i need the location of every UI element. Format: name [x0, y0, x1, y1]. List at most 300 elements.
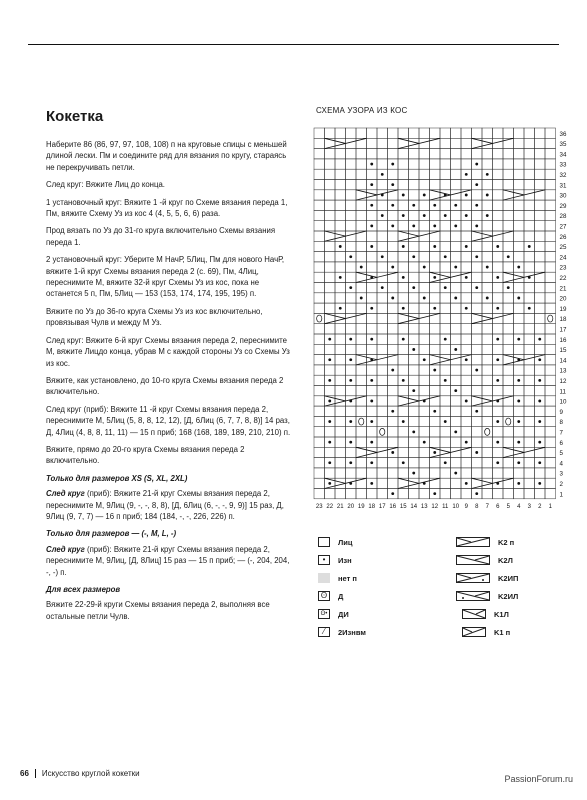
chart-cell: [314, 355, 325, 365]
purl-dot: [454, 430, 457, 433]
chart-cell: [325, 262, 336, 272]
purl-dot: [496, 420, 499, 423]
chart-cell: [325, 489, 336, 499]
chart-cell: [503, 210, 514, 220]
purl-dot: [475, 204, 478, 207]
purl-dot: [454, 389, 457, 392]
purl-dot: [465, 214, 468, 217]
chart-cell: [524, 365, 535, 375]
chart-cell: [514, 149, 525, 159]
chart-cell: [398, 262, 409, 272]
chart-cell: [314, 200, 325, 210]
chart-cell: [314, 447, 325, 457]
chart-cell: [419, 272, 430, 282]
chart-cell: [451, 303, 462, 313]
chart-cell: [451, 231, 462, 241]
chart-cell: [346, 344, 357, 354]
column-label: 18: [368, 503, 376, 510]
chart-cell: [346, 262, 357, 272]
purl-dot: [381, 255, 384, 258]
row-label: 13: [559, 367, 567, 375]
chart-cell: [524, 128, 535, 138]
chart-cell: [314, 190, 325, 200]
chart-cell: [314, 489, 325, 499]
page-footer: [20, 769, 140, 778]
chart-cell: [461, 375, 472, 385]
chart-cell: [314, 437, 325, 447]
purl-dot: [538, 400, 541, 403]
chart-cell: [545, 416, 556, 426]
purl-dot: [454, 472, 457, 475]
purl-dot: [538, 441, 541, 444]
chart-cell: [314, 180, 325, 190]
purl-dot: [349, 441, 352, 444]
chart-cell: [346, 210, 357, 220]
purl-dot: [339, 276, 342, 279]
paragraph: [46, 488, 296, 522]
chart-cell: [524, 149, 535, 159]
column-label: 10: [452, 503, 460, 510]
chart-cell: [367, 386, 378, 396]
column-label: 13: [420, 503, 428, 510]
chart-cell: [482, 283, 493, 293]
purl-dot: [391, 224, 394, 227]
chart-cell: [545, 231, 556, 241]
paragraph: Вяжите, как установлено, до 10-го круга Схемы вязания переда 2 включительно.: [46, 375, 284, 397]
purl-dot: [391, 410, 394, 413]
purl-dot: [391, 492, 394, 495]
chart-cell: [503, 293, 514, 303]
chart-cell: [346, 180, 357, 190]
chart-cell: [503, 159, 514, 169]
increase-mark: [359, 418, 364, 425]
purl-dot: [370, 183, 373, 186]
chart-cell: [545, 252, 556, 262]
chart-cell: [545, 468, 556, 478]
purl-dot: [412, 204, 415, 207]
legend-item-c1r: [462, 626, 510, 638]
chart-cell: [314, 262, 325, 272]
chart-cell: [503, 169, 514, 179]
chart-cell: [377, 262, 388, 272]
column-label: 7: [485, 503, 489, 510]
chart-cell: [398, 365, 409, 375]
chart-cell: [356, 427, 367, 437]
chart-cell: [461, 200, 472, 210]
chart-cell: [493, 169, 504, 179]
column-label: 5: [506, 503, 510, 510]
chart-cell: [356, 458, 367, 468]
chart-cell: [493, 489, 504, 499]
chart-cell: [440, 468, 451, 478]
chart-cell: [430, 344, 441, 354]
chart-cell: [514, 386, 525, 396]
chart-cell: [461, 149, 472, 159]
purl-dot: [423, 297, 426, 300]
cable-left-icon: [456, 555, 490, 565]
chart-cell: [430, 386, 441, 396]
chart-cell: [461, 252, 472, 262]
chart-cell: [545, 221, 556, 231]
purl-dot: [412, 255, 415, 258]
legend-item-purl-increase: [318, 608, 349, 620]
legend-label: K1 п: [494, 627, 511, 637]
chart-cell: [482, 365, 493, 375]
purl-dot: [412, 286, 415, 289]
chart-cell: [524, 200, 535, 210]
chart-cell: [514, 313, 525, 323]
chart-cell: [356, 283, 367, 293]
chart-cell: [545, 365, 556, 375]
chart-cell: [524, 375, 535, 385]
legend-label: нет п: [338, 573, 357, 583]
chart-cell: [461, 221, 472, 231]
cable-1-left-icon: [462, 609, 486, 619]
chart-cell: [325, 200, 336, 210]
chart-cell: [377, 128, 388, 138]
chart-cell: [440, 437, 451, 447]
purl-dot: [465, 482, 468, 485]
purl-dot: [433, 410, 436, 413]
chart-cell: [388, 375, 399, 385]
chart-cell: [409, 149, 420, 159]
chart-cell: [451, 313, 462, 323]
chart-cell: [346, 303, 357, 313]
chart-cell: [409, 169, 420, 179]
chart-cell: [545, 427, 556, 437]
chart-cell: [545, 406, 556, 416]
row-label: 3: [559, 470, 563, 478]
chart-cell: [545, 489, 556, 499]
purl-dot: [370, 338, 373, 341]
column-label: 20: [347, 503, 355, 510]
chart-cell: [535, 406, 546, 416]
chart-cell: [335, 468, 346, 478]
chart-cell: [482, 334, 493, 344]
chart-cell: [356, 180, 367, 190]
purl-dot: [412, 224, 415, 227]
chart-cell: [440, 365, 451, 375]
chart-cell: [430, 458, 441, 468]
row-label: 7: [559, 429, 563, 437]
chart-cell: [493, 447, 504, 457]
chart-cell: [367, 489, 378, 499]
chart-cell: [514, 468, 525, 478]
purl-dot: [402, 214, 405, 217]
chart-cell: [377, 344, 388, 354]
chart-cell: [524, 427, 535, 437]
chart-cell: [388, 324, 399, 334]
chart-cell: [514, 427, 525, 437]
chart-cell: [482, 324, 493, 334]
chart-cell: [493, 293, 504, 303]
chart-cell: [545, 283, 556, 293]
chart-cell: [461, 231, 472, 241]
purl-dot: [444, 379, 447, 382]
chart-cell: [367, 313, 378, 323]
chart-cell: [398, 468, 409, 478]
chart-cell: [398, 252, 409, 262]
chart-cell: [409, 241, 420, 251]
paragraph: След круг: Вяжите 6-й круг Схемы вязания переда 2, переснимите М, вяжите Лицдо конца, убрав М с каждой стороны Уз со Схемы Уз из кос.: [46, 335, 290, 368]
purl-dot: [528, 307, 531, 310]
row-label: 32: [559, 172, 567, 179]
chart-cell: [356, 344, 367, 354]
chart-cell: [524, 458, 535, 468]
chart-cell: [430, 324, 441, 334]
chart-cell: [398, 447, 409, 457]
chart-cell: [388, 437, 399, 447]
paragraph: 1 установочный круг: Вяжите 1 -й круг по Схеме вязания переда 1, Пм, вяжите Схему Уз из кос 4 (4, 5, 5, 6, 6) раза.: [46, 197, 288, 219]
column-label: 9: [464, 503, 468, 510]
chart-cell: [325, 324, 336, 334]
chart-cell: [356, 221, 367, 231]
chart-cell: [346, 200, 357, 210]
column-label: 2: [538, 503, 542, 510]
chart-cell: [346, 272, 357, 282]
chart-cell: [461, 313, 472, 323]
purl-dot: [433, 245, 436, 248]
chart-cell: [535, 427, 546, 437]
chart-cell: [440, 241, 451, 251]
purl-dot: [496, 307, 499, 310]
purl-dot: [444, 338, 447, 341]
chart-cell: [514, 241, 525, 251]
chart-cell: [524, 283, 535, 293]
chart-cell: [377, 468, 388, 478]
chart-cell: [545, 180, 556, 190]
chart-cell: [419, 221, 430, 231]
purl-dot: [475, 410, 478, 413]
chart-cell: [493, 210, 504, 220]
chart-cell: [535, 365, 546, 375]
paragraph-text: (приб): Вяжите 21-й круг Схемы вязания переда 2, переснимите М, 9Лиц, [Д, 8Лиц] 15 раз — 15 п приб; — (-, 204, 204, -, -) п.: [46, 544, 290, 577]
purl-dot: [328, 358, 331, 361]
chart-cell: [398, 489, 409, 499]
chart-cell: [440, 159, 451, 169]
increase-mark: [506, 418, 511, 425]
chart-cell: [503, 262, 514, 272]
chart-cell: [335, 200, 346, 210]
purl-dot: [349, 461, 352, 464]
chart-cell: [409, 128, 420, 138]
legend-label: 2Изнвм: [338, 627, 366, 637]
chart-cell: [451, 416, 462, 426]
purl-dot: [360, 297, 363, 300]
chart-cell: [472, 416, 483, 426]
chart-cell: [335, 169, 346, 179]
chart-cell: [472, 344, 483, 354]
chart-cell: [325, 344, 336, 354]
chart-cell: [461, 180, 472, 190]
chart-cell: [419, 458, 430, 468]
purl-dot: [349, 338, 352, 341]
chart-cell: [335, 262, 346, 272]
chart-cell: [346, 468, 357, 478]
purl-dot: [465, 400, 468, 403]
purl-dot: [360, 266, 363, 269]
chart-cell: [377, 396, 388, 406]
chart-cell: [493, 221, 504, 231]
purl-dot: [370, 204, 373, 207]
chart-cell: [451, 252, 462, 262]
chart-cell: [335, 221, 346, 231]
chart-cell: [314, 324, 325, 334]
chart-cell: [440, 313, 451, 323]
chart-cell: [535, 159, 546, 169]
chart-cell: [388, 283, 399, 293]
chart-cell: [493, 427, 504, 437]
row-label: 16: [559, 336, 567, 344]
chart-cell: [472, 303, 483, 313]
row-label: 25: [559, 244, 567, 252]
chart-cell: [388, 303, 399, 313]
chart-cell: [419, 334, 430, 344]
chart-cell: [335, 344, 346, 354]
chart-cell: [419, 386, 430, 396]
chart-cell: [419, 303, 430, 313]
lead-text: След круг: [46, 489, 85, 499]
purl-dot: [381, 173, 384, 176]
purl-dot: [391, 266, 394, 269]
chart-cell: [514, 489, 525, 499]
chart-cell: [493, 252, 504, 262]
chart-cell: [472, 169, 483, 179]
purl-dot: [496, 461, 499, 464]
chart-cell: [409, 416, 420, 426]
purl-dot: [328, 441, 331, 444]
chart-cell: [388, 231, 399, 241]
chart-cell: [482, 386, 493, 396]
chart-cell: [335, 334, 346, 344]
row-label: 28: [559, 213, 567, 221]
chart-cell: [367, 231, 378, 241]
purl-dot: [391, 183, 394, 186]
chart-cell: [335, 128, 346, 138]
chart-cell: [440, 138, 451, 148]
chart-cell: [377, 375, 388, 385]
chart-cell: [346, 128, 357, 138]
chart-cell: [461, 489, 472, 499]
cable-right-icon: [456, 537, 490, 547]
chart-cell: [503, 221, 514, 231]
chart-cell: [482, 180, 493, 190]
column-label: 22: [326, 503, 334, 510]
chart-cell: [493, 406, 504, 416]
chart-cell: [346, 149, 357, 159]
chart-cell: [493, 200, 504, 210]
row-label: 1: [559, 491, 563, 499]
chart-cell: [461, 416, 472, 426]
chart-cell: [419, 252, 430, 262]
chart-cell: [535, 138, 546, 148]
chart-cell: [482, 489, 493, 499]
purl-dot: [412, 389, 415, 392]
chart-cell: [367, 365, 378, 375]
chart-cell: [514, 344, 525, 354]
chart-cell: [419, 241, 430, 251]
chart-cell: [419, 344, 430, 354]
purl-dot: [517, 379, 520, 382]
cable-purl-left-icon: [456, 591, 490, 601]
chart-cell: [356, 210, 367, 220]
paragraph: Наберите 86 (86, 97, 97, 108, 108) п на круговые спицы с меньшей длиной лески. Пм и соедините ряд для вязания по кругу, стараясь не перекручивать петли.: [46, 140, 287, 172]
chart-cell: [314, 478, 325, 488]
chart-cell: [472, 386, 483, 396]
chart-cell: [388, 427, 399, 437]
chart-cell: [545, 375, 556, 385]
chart-cell: [377, 489, 388, 499]
chart-cell: [493, 262, 504, 272]
chart-cell: [346, 489, 357, 499]
chart-cell: [325, 406, 336, 416]
chart-cell: [377, 293, 388, 303]
chart-cell: [346, 190, 357, 200]
chart-cell: [524, 231, 535, 241]
chart-cell: [524, 386, 535, 396]
column-label: 4: [517, 503, 521, 510]
purl-dot: [465, 194, 468, 197]
chart-cell: [514, 303, 525, 313]
purl-dot: [391, 163, 394, 166]
column-label: 23: [315, 503, 323, 510]
chart-cell: [472, 334, 483, 344]
chart-cell: [461, 334, 472, 344]
purl-dot: [454, 266, 457, 269]
lead-text: След круг: [46, 544, 85, 554]
chart-cell: [545, 159, 556, 169]
chart-cell: [535, 180, 546, 190]
legend-item-c2r: [456, 536, 514, 548]
chart-cell: [356, 200, 367, 210]
chart-cell: [409, 355, 420, 365]
chart-cell: [440, 478, 451, 488]
chart-cell: [514, 231, 525, 241]
chart-cell: [409, 375, 420, 385]
chart-cell: [461, 128, 472, 138]
chart-cell: [325, 128, 336, 138]
chart-cell: [367, 149, 378, 159]
chart-cell: [503, 334, 514, 344]
paragraph: Вяжите 22-29-й круги Схемы вязания переда 2, выполняя все остальные петли Чулв.: [46, 600, 270, 621]
chart-cell: [545, 190, 556, 200]
purl-dot: [402, 379, 405, 382]
chart-cell: [440, 262, 451, 272]
chart-cell: [461, 293, 472, 303]
purl-dot: [412, 472, 415, 475]
chart-cell: [314, 283, 325, 293]
chart-cell: [472, 355, 483, 365]
chart-grid-svg: [300, 124, 570, 524]
row-label: 21: [559, 285, 567, 293]
chart-cell: [398, 283, 409, 293]
chart-cell: [398, 406, 409, 416]
purl-dot: [465, 307, 468, 310]
chart-cell: [377, 386, 388, 396]
chart-cell: [388, 252, 399, 262]
chart-cell: [419, 416, 430, 426]
chart-cell: [346, 427, 357, 437]
chart-cell: [461, 386, 472, 396]
chart-cell: [514, 324, 525, 334]
chart-cell: [472, 190, 483, 200]
chart-cell: [388, 241, 399, 251]
purl-dot: [444, 286, 447, 289]
chart-cell: [325, 221, 336, 231]
chart-cell: [535, 283, 546, 293]
purl-dot: [496, 338, 499, 341]
chart-cell: [409, 180, 420, 190]
